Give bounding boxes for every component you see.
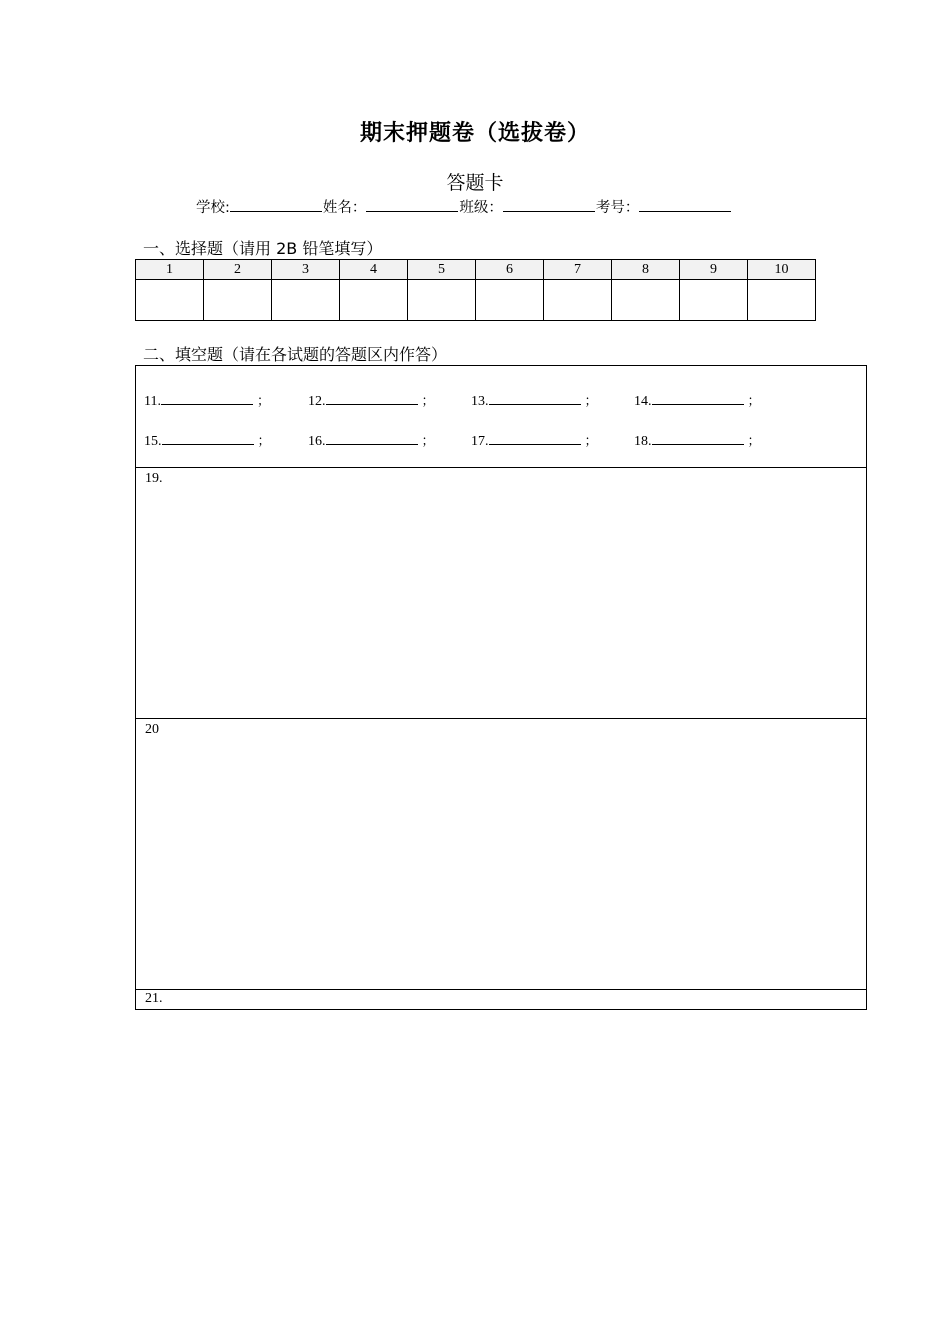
- mc-number-cell: 2: [204, 260, 272, 280]
- mc-answer-cell[interactable]: [476, 280, 544, 321]
- mc-answer-cell[interactable]: [408, 280, 476, 321]
- id-field[interactable]: [639, 199, 731, 212]
- blank-semicolon: ；: [421, 433, 435, 448]
- multiple-choice-table: [135, 259, 816, 321]
- blank-line[interactable]: [161, 392, 253, 405]
- class-field[interactable]: [503, 199, 595, 212]
- blank-number: 18.: [634, 434, 652, 449]
- page-subtitle: 答题卡: [446, 172, 504, 194]
- mc-answer-cell[interactable]: [340, 280, 408, 321]
- blank-line[interactable]: [326, 432, 418, 445]
- question-19-number: 19.: [145, 471, 163, 486]
- blank-line[interactable]: [489, 432, 581, 445]
- mc-number-cell: 9: [680, 260, 748, 280]
- mc-answer-row: [136, 280, 816, 321]
- blank-number: 14.: [634, 394, 652, 409]
- mc-answer-cell[interactable]: [748, 280, 816, 321]
- mc-number-cell: 6: [476, 260, 544, 280]
- mc-answer-cell[interactable]: [204, 280, 272, 321]
- blank-number: 13.: [471, 394, 489, 409]
- section2-heading: 二、填空题（请在各试题的答题区内作答）: [143, 345, 448, 364]
- blank-line[interactable]: [652, 392, 744, 405]
- blank-semicolon: ；: [747, 393, 761, 408]
- blank-line[interactable]: [162, 432, 254, 445]
- blank-item: [308, 430, 435, 450]
- mc-answer-cell[interactable]: [612, 280, 680, 321]
- blank-semicolon: ；: [584, 393, 598, 408]
- blank-item: [634, 430, 761, 450]
- mc-number-cell: 3: [272, 260, 340, 280]
- blank-semicolon: ；: [584, 433, 598, 448]
- mc-number-row: [136, 260, 816, 280]
- question-20-number: 20: [145, 722, 159, 737]
- blank-number: 15.: [144, 434, 162, 449]
- blank-item: [471, 390, 598, 410]
- mc-answer-cell[interactable]: [272, 280, 340, 321]
- blank-semicolon: ；: [747, 433, 761, 448]
- page-title: 期末押题卷（选拔卷）: [359, 121, 590, 146]
- blank-item: [144, 430, 271, 450]
- blank-line[interactable]: [652, 432, 744, 445]
- name-label: 姓名：: [322, 200, 367, 216]
- blank-item: [308, 390, 435, 410]
- school-label: 学校:: [196, 200, 230, 216]
- blank-number: 17.: [471, 434, 489, 449]
- fill-blank-box: [135, 365, 867, 468]
- blank-semicolon: ；: [421, 393, 435, 408]
- blank-number: 12.: [308, 394, 326, 409]
- blank-item: [634, 390, 761, 410]
- blank-number: 16.: [308, 434, 326, 449]
- question-21-box[interactable]: [135, 989, 867, 1010]
- school-field[interactable]: [230, 199, 322, 212]
- question-19-box[interactable]: [135, 467, 867, 719]
- blank-line[interactable]: [489, 392, 581, 405]
- id-label: 考号：: [595, 200, 640, 216]
- question-20-box[interactable]: [135, 718, 867, 990]
- blank-semicolon: ；: [257, 433, 271, 448]
- blank-semicolon: ；: [256, 393, 270, 408]
- mc-number-cell: 5: [408, 260, 476, 280]
- section1-heading: 一、选择题（请用 2B 铅笔填写）: [143, 239, 383, 258]
- mc-number-cell: 8: [612, 260, 680, 280]
- mc-number-cell: 7: [544, 260, 612, 280]
- mc-answer-cell[interactable]: [680, 280, 748, 321]
- mc-number-cell: 4: [340, 260, 408, 280]
- blank-item: [144, 390, 270, 410]
- blank-item: [471, 430, 598, 450]
- question-21-number: 21.: [145, 991, 163, 1006]
- mc-number-cell: 10: [748, 260, 816, 280]
- mc-answer-cell[interactable]: [136, 280, 204, 321]
- mc-number-cell: 1: [136, 260, 204, 280]
- mc-answer-cell[interactable]: [544, 280, 612, 321]
- blank-number: 11.: [144, 394, 161, 409]
- class-label: 班级：: [459, 200, 503, 216]
- student-info-row: [196, 196, 732, 217]
- name-field[interactable]: [366, 199, 458, 212]
- blank-line[interactable]: [326, 392, 418, 405]
